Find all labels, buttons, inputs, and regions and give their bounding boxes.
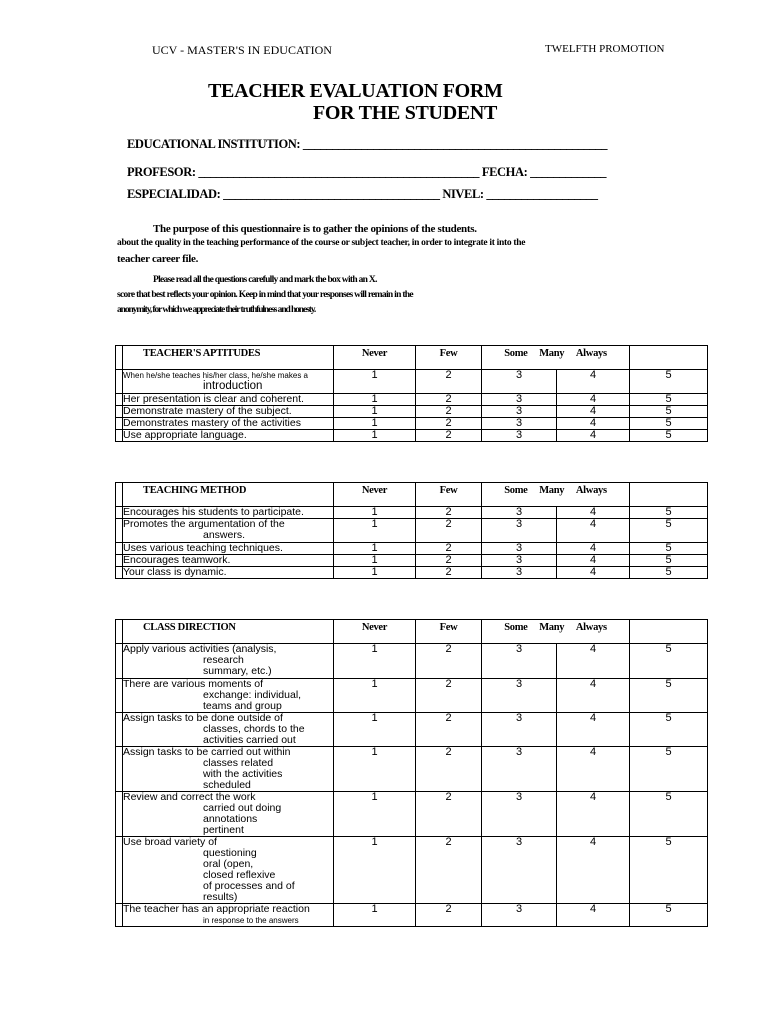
rating-option[interactable]: 2 bbox=[416, 837, 482, 904]
rating-option[interactable]: 1 bbox=[334, 792, 416, 837]
table-row: Her presentation is clear and coherent. 1 2 3 4 5 bbox=[116, 394, 708, 406]
rating-option[interactable]: 2 bbox=[416, 567, 482, 579]
rating-option[interactable]: 1 bbox=[334, 904, 416, 927]
rating-option[interactable]: 4 bbox=[557, 406, 630, 418]
rating-option[interactable]: 5 bbox=[630, 370, 708, 394]
table-row: Encourages his students to participate. 1 2 3 4 5 bbox=[116, 507, 708, 519]
rating-option[interactable]: 4 bbox=[557, 543, 630, 555]
section-title: CLASS DIRECTION bbox=[123, 620, 334, 644]
rating-option[interactable]: 3 bbox=[482, 747, 557, 792]
intro-instructions-line2: score that best reflects your opinion. Keep in mind that your responses will remain in the bbox=[117, 290, 413, 300]
aptitudes-table bbox=[115, 345, 708, 442]
table-row: Assign tasks to be carried out within classes related with the activities scheduled 1 2 3 4 5 bbox=[116, 747, 708, 792]
teaching-method-header-row bbox=[116, 483, 708, 507]
rating-option[interactable]: 1 bbox=[334, 567, 416, 579]
col-few: Few bbox=[416, 620, 482, 644]
intro-purpose-line2: about the quality in the teaching performance of the course or subject teacher, in order to integrate it into the bbox=[117, 238, 526, 248]
rating-option[interactable]: 3 bbox=[482, 644, 557, 679]
table-row: Promotes the argumentation of the answers. 1 2 3 4 5 bbox=[116, 519, 708, 543]
rating-option[interactable]: 2 bbox=[416, 543, 482, 555]
intro-purpose-line3: teacher career file. bbox=[117, 253, 199, 265]
rating-option[interactable]: 4 bbox=[557, 904, 630, 927]
class-direction-header-row bbox=[116, 620, 708, 644]
rating-option[interactable]: 3 bbox=[482, 543, 557, 555]
table-row: The teacher has an appropriate reaction in response to the answers 1 2 3 4 5 bbox=[116, 904, 708, 927]
table-row: Encourages teamwork. 1 2 3 4 5 bbox=[116, 555, 708, 567]
col-never: Never bbox=[334, 346, 416, 370]
rating-option[interactable]: 5 bbox=[630, 418, 708, 430]
rating-option[interactable]: 2 bbox=[416, 679, 482, 713]
table-row: Use broad variety of questioning oral (open, closed reflexive of processes and of results) 1 2 3 4 5 bbox=[116, 837, 708, 904]
rating-option[interactable]: 1 bbox=[334, 519, 416, 543]
col-few: Few bbox=[416, 483, 482, 507]
table-row: Your class is dynamic. 1 2 3 4 5 bbox=[116, 567, 708, 579]
rating-option[interactable]: 4 bbox=[557, 567, 630, 579]
header-promotion: TWELFTH PROMOTION bbox=[545, 43, 665, 55]
rating-option[interactable]: 4 bbox=[557, 430, 630, 442]
rating-option[interactable]: 5 bbox=[630, 679, 708, 713]
rating-option[interactable]: 4 bbox=[557, 644, 630, 679]
rating-option[interactable]: 3 bbox=[482, 792, 557, 837]
rating-option[interactable]: 1 bbox=[334, 747, 416, 792]
rating-option[interactable]: 2 bbox=[416, 394, 482, 406]
header-program: UCV - MASTER'S IN EDUCATION bbox=[152, 43, 332, 57]
rating-option[interactable]: 5 bbox=[630, 430, 708, 442]
table-row: Uses various teaching techniques. 1 2 3 4 5 bbox=[116, 543, 708, 555]
table-row: Use appropriate language. 1 2 3 4 5 bbox=[116, 430, 708, 442]
rating-option[interactable]: 1 bbox=[334, 679, 416, 713]
col-some-many-always: Some Many Always bbox=[482, 346, 630, 370]
rating-option[interactable]: 2 bbox=[416, 904, 482, 927]
table-row: Apply various activities (analysis, research summary, etc.) 1 2 3 4 5 bbox=[116, 644, 708, 679]
table-row: Assign tasks to be done outside of classes, chords to the activities carried out 1 2 3 4 5 bbox=[116, 713, 708, 747]
rating-option[interactable]: 5 bbox=[630, 519, 708, 543]
rating-option[interactable]: 3 bbox=[482, 519, 557, 543]
rating-option[interactable]: 1 bbox=[334, 713, 416, 747]
rating-option[interactable]: 4 bbox=[557, 418, 630, 430]
rating-option[interactable]: 4 bbox=[557, 679, 630, 713]
rating-option[interactable]: 2 bbox=[416, 792, 482, 837]
rating-option[interactable]: 4 bbox=[557, 519, 630, 543]
rating-option[interactable]: 4 bbox=[557, 370, 630, 394]
rating-option[interactable]: 4 bbox=[557, 792, 630, 837]
rating-option[interactable]: 1 bbox=[334, 507, 416, 519]
profesor-fecha-field[interactable]: PROFESOR: ________________________________________________ FECHA: _____________ bbox=[127, 165, 607, 179]
rating-option[interactable]: 5 bbox=[630, 904, 708, 927]
rating-option[interactable]: 3 bbox=[482, 394, 557, 406]
table-row: There are various moments of exchange: individual, teams and group 1 2 3 4 5 bbox=[116, 679, 708, 713]
rating-option[interactable]: 5 bbox=[630, 555, 708, 567]
rating-option[interactable]: 2 bbox=[416, 519, 482, 543]
rating-option[interactable]: 4 bbox=[557, 394, 630, 406]
rating-option[interactable]: 3 bbox=[482, 406, 557, 418]
intro-instructions-line3: anonymity, for which we appreciate their truthfulness and honesty. bbox=[117, 305, 316, 315]
col-some-many-always: Some Many Always bbox=[482, 620, 630, 644]
rating-option[interactable]: 4 bbox=[557, 507, 630, 519]
rating-option[interactable]: 5 bbox=[630, 507, 708, 519]
rating-option[interactable]: 4 bbox=[557, 713, 630, 747]
rating-option[interactable]: 2 bbox=[416, 370, 482, 394]
rating-option[interactable]: 2 bbox=[416, 507, 482, 519]
rating-option[interactable]: 3 bbox=[482, 418, 557, 430]
rating-option[interactable]: 4 bbox=[557, 747, 630, 792]
rating-option[interactable]: 2 bbox=[416, 555, 482, 567]
rating-option[interactable]: 3 bbox=[482, 370, 557, 394]
rating-option[interactable]: 5 bbox=[630, 644, 708, 679]
rating-option[interactable]: 1 bbox=[334, 370, 416, 394]
rating-option[interactable]: 3 bbox=[482, 904, 557, 927]
rating-option[interactable]: 5 bbox=[630, 406, 708, 418]
rating-option[interactable]: 3 bbox=[482, 567, 557, 579]
col-some-many-always: Some Many Always bbox=[482, 483, 630, 507]
class-direction-table bbox=[115, 619, 708, 927]
rating-option[interactable]: 1 bbox=[334, 418, 416, 430]
rating-option[interactable]: 4 bbox=[557, 837, 630, 904]
rating-option[interactable]: 3 bbox=[482, 555, 557, 567]
rating-option[interactable]: 1 bbox=[334, 644, 416, 679]
teaching-method-table bbox=[115, 482, 708, 579]
aptitudes-header-row bbox=[116, 346, 708, 370]
rating-option[interactable]: 5 bbox=[630, 543, 708, 555]
section-title: TEACHER'S APTITUDES bbox=[123, 346, 334, 370]
rating-option[interactable]: 2 bbox=[416, 406, 482, 418]
col-few: Few bbox=[416, 346, 482, 370]
table-row: Review and correct the work carried out doing annotations pertinent 1 2 3 4 5 bbox=[116, 792, 708, 837]
rating-option[interactable]: 4 bbox=[557, 555, 630, 567]
rating-option[interactable]: 1 bbox=[334, 837, 416, 904]
rating-option[interactable]: 2 bbox=[416, 418, 482, 430]
table-row: Demonstrate mastery of the subject. 1 2 3 4 5 bbox=[116, 406, 708, 418]
rating-option[interactable]: 5 bbox=[630, 713, 708, 747]
rating-option[interactable]: 5 bbox=[630, 837, 708, 904]
rating-option[interactable]: 3 bbox=[482, 507, 557, 519]
rating-option[interactable]: 1 bbox=[334, 394, 416, 406]
rating-option[interactable]: 2 bbox=[416, 430, 482, 442]
form-title-line1: TEACHER EVALUATION FORM bbox=[208, 80, 503, 102]
rating-option[interactable]: 1 bbox=[334, 406, 416, 418]
intro-instructions-line1: Please read all the questions carefully and mark the box with an X. bbox=[153, 275, 377, 285]
rating-option[interactable]: 2 bbox=[416, 644, 482, 679]
rating-option[interactable]: 2 bbox=[416, 747, 482, 792]
rating-option[interactable]: 5 bbox=[630, 792, 708, 837]
col-never: Never bbox=[334, 483, 416, 507]
institution-field[interactable]: EDUCATIONAL INSTITUTION: ____________________________________________________ bbox=[127, 137, 608, 151]
table-row: Demonstrates mastery of the activities 1 2 3 4 5 bbox=[116, 418, 708, 430]
rating-option[interactable]: 5 bbox=[630, 394, 708, 406]
table-row: When he/she teaches his/her class, he/she makes a introduction 1 2 3 4 5 bbox=[116, 370, 708, 394]
intro-purpose-line1: The purpose of this questionnaire is to gather the opinions of the students. bbox=[153, 223, 477, 235]
form-title-line2: FOR THE STUDENT bbox=[313, 102, 498, 124]
rating-option[interactable]: 1 bbox=[334, 430, 416, 442]
rating-option[interactable]: 3 bbox=[482, 430, 557, 442]
rating-option[interactable]: 3 bbox=[482, 679, 557, 713]
rating-option[interactable]: 5 bbox=[630, 747, 708, 792]
rating-option[interactable]: 2 bbox=[416, 713, 482, 747]
especialidad-nivel-field[interactable]: ESPECIALIDAD: _____________________________________ NIVEL: ___________________ bbox=[127, 187, 598, 201]
rating-option[interactable]: 5 bbox=[630, 567, 708, 579]
rating-option[interactable]: 1 bbox=[334, 543, 416, 555]
rating-option[interactable]: 1 bbox=[334, 555, 416, 567]
section-title: TEACHING METHOD bbox=[123, 483, 334, 507]
rating-option[interactable]: 3 bbox=[482, 837, 557, 904]
col-never: Never bbox=[334, 620, 416, 644]
rating-option[interactable]: 3 bbox=[482, 713, 557, 747]
